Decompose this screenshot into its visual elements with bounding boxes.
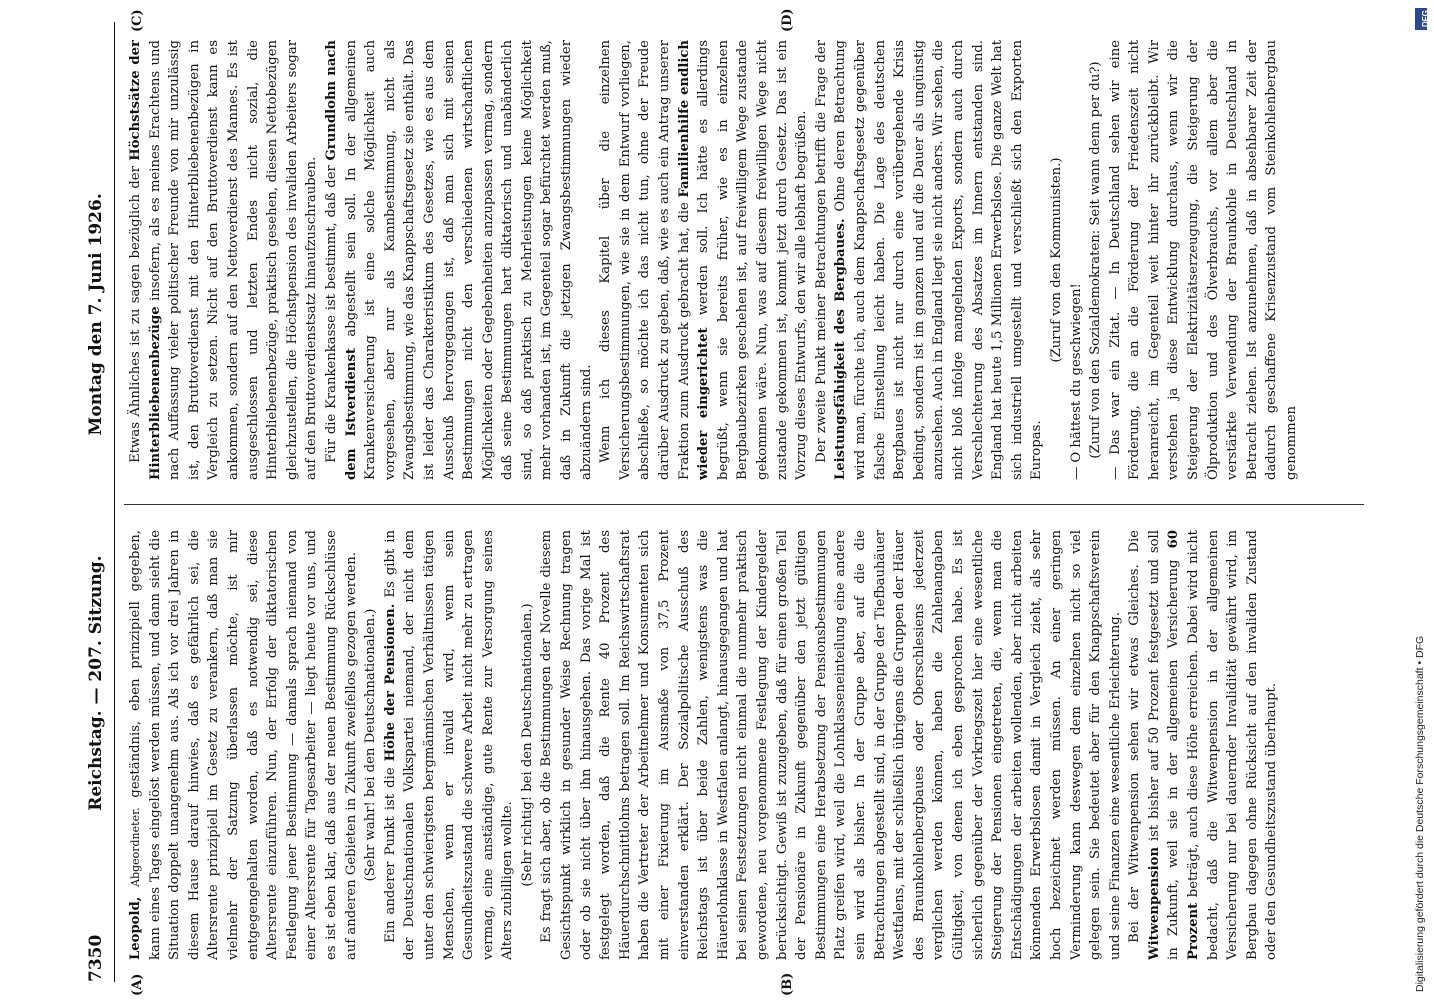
text: Für die Krankenkasse ist bestimmt, daß der (323, 160, 339, 463)
bold-text: Witwenpension (1146, 846, 1162, 960)
bold-text: Leistungsfähigkeit des Bergbaues. (833, 218, 849, 480)
text: Es gibt in der Deutschnationalen Volkspartei niemand, der nicht dem unter den schwierigsten bergmännischen Verhältnissen tätigen Menschen, wenn er invalid wird, wenn sein Gesundheitszustand die schwere Arbeit nicht mehr zu ertragen vermag, eine anständige, gute Rente zur Versorgung seines Alters zubilligen wollte. (382, 530, 516, 960)
text: Der zweite Punkt meiner Betrachtungen betrifft die Frage der (813, 40, 829, 463)
paragraph: — Das war ein Zitat. — In Deutschland sehen wir eine Förderung, die an die Förderung der Friedenszeit nicht heranreicht, im Gegenteil weit hinter ihr zurückbleibt. Wir verstehen ja diese Entwicklung durchaus, wenn wir die Steigerung der Elektrizitätserzeugung, die Steigerung der Ölproduktion und des Ölverbrauchs, vor allem aber die verstärkte Verwendung der Braunkohle in Deutschland in Betracht ziehen. Ist anzunehmen, daß in absehbarer Zeit der dadurch geschaffene Krisenzustand vom Steinkohlenbergbau genommen (1107, 40, 1300, 480)
interjection: (Zuruf von den Kommunisten.) (1048, 157, 1064, 363)
session-label: Reichstag. — 207. Sitzung. (86, 555, 106, 811)
text: ist bisher auf 50 Prozent festgesetzt und soll in Zukunft, weil sie in der allgemeinen Versicherung (1146, 530, 1182, 960)
digitization-sidebar (1408, 0, 1434, 1000)
bold-text: Höhe der Pensionen. (382, 603, 398, 762)
digitization-note: Digitalisierung gefördert durch die Deutsche Forschungsgemeinschaft • DFG (1414, 635, 1426, 992)
margin-tag-a: (A) (130, 973, 145, 996)
interjection: (Zuruf von den Sozialdemokraten: Seit wann denn per du?) (1088, 61, 1104, 459)
paragraph: Es fragt sich aber, ob die Bestimmungen der Novelle diesem Gesichtspunkt wirklich in gesunder Weise Rechnung tragen oder ob sie nicht über ihn hinausgehen. Das vorige Mal ist festgelegt worden, daß die Rente 40 Prozent des Häuerdurchschnittlohns betragen soll. Im Reichswirtschaftsrat haben die Vertreter der Arbeitnehmer und Konsumenten sich mit einer Fixierung im Ausmaße von 37,5 Prozent einverstanden erklärt. Der Sozialpolitische Ausschuß des Reichstags ist über beide Zahlen, wenigstens was die Häuerlohnklasse in Westfalen anlangt, hinausgegangen und hat bei seinen Festsetzungen nicht einmal die nunmehr praktisch gewordene, neu vorgenommene Festlegung der Kindergelder berücksichtigt. Gewiß ist zuzugeben, daß für einen großen Teil der Pensionäre in Zukunft gegenüber den jetzt gültigen Bestimmungen eine Herabsetzung der Pensionsbestimmungen Platz greifen wird, weil die Lohnklasseneinteilung eine andere sein wird als bisher. In der Gruppe aber, auf die die Betrachtungen abgestellt sind, in der Gruppe der Tiefbauhäuer Westfalens, mit der schließlich übrigens die Gruppen der Häuer des Braunkohlenbergbaues oder Oberschlesiens jederzeit verglichen werden können, haben die Zahlenangaben Gültigkeit, von denen ich eben gesprochen habe. Es ist sicherlich gegenüber der Vorkriegszeit hier eine wesentliche Steigerung der Pensionen eingetreten, die, wenn man die Entschädigungen der arbeiten wollenden, aber nicht arbeiten könnenden Erwerbslosen damit in Vergleich zieht, als sehr hoch bezeichnet werden müssen. An einer geringen Verminderung kann deswegen dem einzelnen nicht so viel gelegen sein. Sie bedeutet aber für den Knappschaftsverein und seine Finanzen eine wesentliche Erleichterung. (539, 530, 1123, 960)
paragraph (126, 530, 361, 960)
paragraph-text: geständnis, eben prinzipiell gegeben, kann eines Tages eingelöst werden müssen, und dann sieht die Situation doppelt unangenehm aus. Als ich vor drei Jahren in diesem Hause darauf hinwies, daß es gefährlich sei, die Altersrente prinzipiell im Gesetz zu verankern, daß man sie vielmehr der Satzung überlassen möchte, ist mir entgegengehalten worden, daß es notwendig sei, diese Altersrente einzuführen. Nun, der Erfolg der diktatorischen Festlegung jener Bestimmung — damals sprach niemand von einer Altersrente für Tagesarbeiter — liegt heute vor uns, und es ist eben klar, daß aus der neuen Bestimmung Rückschlüsse auf anderen Gebieten in Zukunft zweifellos gezogen werden. (128, 530, 359, 960)
paragraph (322, 40, 596, 480)
interjection: (Sehr richtig! bei den Deutschnationalen.) (519, 603, 535, 887)
header-rule (114, 22, 115, 982)
bold-text: Grundlohn nach dem Istverdienst (323, 40, 359, 480)
interjection: (Sehr wahr! bei den Deutschnationalen.) (363, 608, 379, 882)
speaker-role: Abgeordneter. (129, 807, 142, 887)
page-number: 7350 (86, 934, 106, 982)
text: werden soll. Ich hätte es allerdings begrüßt, wenn sie bereits früher, wie es in einzelnen Bergbaubezirken geschehen ist, auf freiwilligem Wege zustande gekommen wäre. Nun, was auf diesem freiwilligen Wege nicht zustande gekommen ist, kommt jetzt durch Gesetz. Das ist ein Vorzug dieses Entwurfs, den wir alle lebhaft begrüßen. (696, 40, 810, 480)
right-column (126, 40, 1386, 480)
session-title (86, 22, 106, 982)
left-column (126, 530, 1386, 960)
margin-tag-d: (D) (780, 8, 795, 32)
text: abgestellt sein soll. In der allgemeinen Krankenversicherung ist eine solche Möglichkeit auch vorgesehen, aber nur als Kannbestimmung, nicht als Zwangsbestimmung, wie das Knappschaftsgesetz sie enthält. Das ist leider das Charakteristikum des Gesetzes, wie es aus dem Ausschuß hervorgegangen ist, daß man sich mit seinen Bestimmungen nicht den verschiedenen wirtschaftlichen Möglichkeiten oder Gegebenheiten anzupassen vermag, sondern daß seine Bestimmungen hart diktatorisch und unabänderlich sind, so daß praktisch zu Mehrleistungen keine Möglichkeit mehr vorhanden ist, im Gegenteil sogar befürchtet werden muß, daß in Zukunft die jetzigen Zwangsbestimmungen wieder abzuändern sind. (343, 40, 594, 480)
text: Bei der Witwenpension sehen wir etwas Gleiches. Die (1127, 530, 1143, 943)
text: Ein anderer Punkt ist die (382, 761, 398, 943)
text: Wenn ich dieses Kapitel über die einzelnen Versicherungsbestimmungen, wie sie in dem Entwurf vorliegen, abschließe, so möchte ich das nicht tun, ohne der Freude darüber Ausdruck zu geben, daß, wie es auch ein Antrag unserer Fraktion zum Ausdruck gebracht hat, die (598, 40, 692, 480)
paragraph (1125, 530, 1282, 960)
bold-text: 60 Prozent (1166, 530, 1202, 960)
paragraph (381, 530, 518, 960)
dfg-logo: DFG (1415, 8, 1427, 30)
paragraph (812, 40, 1047, 480)
margin-tag-c: (C) (130, 9, 145, 32)
paragraph (126, 40, 322, 480)
column-separator (124, 504, 1364, 505)
margin-tag-b: (B) (780, 972, 795, 996)
text: Etwas Ähnliches ist zu sagen bezüglich der (128, 160, 143, 463)
session-date: Montag den 7. Juni 1926. (86, 193, 106, 436)
text: insofern, als es meines Erachtens und nach Auffassung vieler politischer Freunde von mir unzulässig ist, den Bruttoverdienst mit den Hinterbliebenenbezügen in Vergleich zu setzen. Nicht auf den Bruttoverdienst kann es ankommen, sondern auf den Nettoverdienst des Mannes. Es ist ausgeschlossen und letzten Endes nicht sozial, die Hinterbliebenenbezüge, praktisch gesehen, diesen Nettobezügen gleichzustellen, die Höchstpension des invaliden Arbeiters sogar auf den Bruttoverdienstsatz hinaufzuschrauben. (147, 40, 320, 480)
rotated-page (80, 0, 1420, 1000)
bold-text: Familienhilfe endlich wieder eingerichtet (676, 40, 712, 480)
speaker-name: Leopold, (128, 896, 143, 960)
text: beträgt, auch diese Höhe erreichen. Dabei wird nicht bedacht, daß die Witwenpension in der allgemeinen Versicherung nur bei dauernder Invalidität gewährt wird, im Bergbau dagegen ohne Rücksicht auf den invaliden Zustand oder den Gesundheitszustand überhaupt. (1186, 530, 1280, 960)
bold-text: Höchstsätze der Hinterbliebenenbezüge (128, 40, 163, 480)
paragraph (596, 40, 812, 480)
page-header (86, 22, 114, 982)
paragraph: — O hättest du geschwiegen! (1068, 283, 1084, 480)
text: Ohne deren Betrachtung wird man, fürchte ich, auch dem Knappschaftsgesetz gegenüber falsche Einstellung leicht haben. Die Lage des deutschen Bergbaues ist nicht nur durch eine vorübergehende Krisis bedingt, sondern ist im ganzen und auf die Dauer als ungünstig anzusehen. Auch in England liegt sie nicht anders. Wir sehen, die nicht bloß infolge mangelnden Exports, sondern auch durch Verschlechterung des Absatzes im Innern entstanden sind. England hat heute 1,5 Millionen Erwerbslose. Die ganze Welt hat sich industriell umgestellt und verschließt sich den Exporten Europas. (833, 40, 1045, 480)
